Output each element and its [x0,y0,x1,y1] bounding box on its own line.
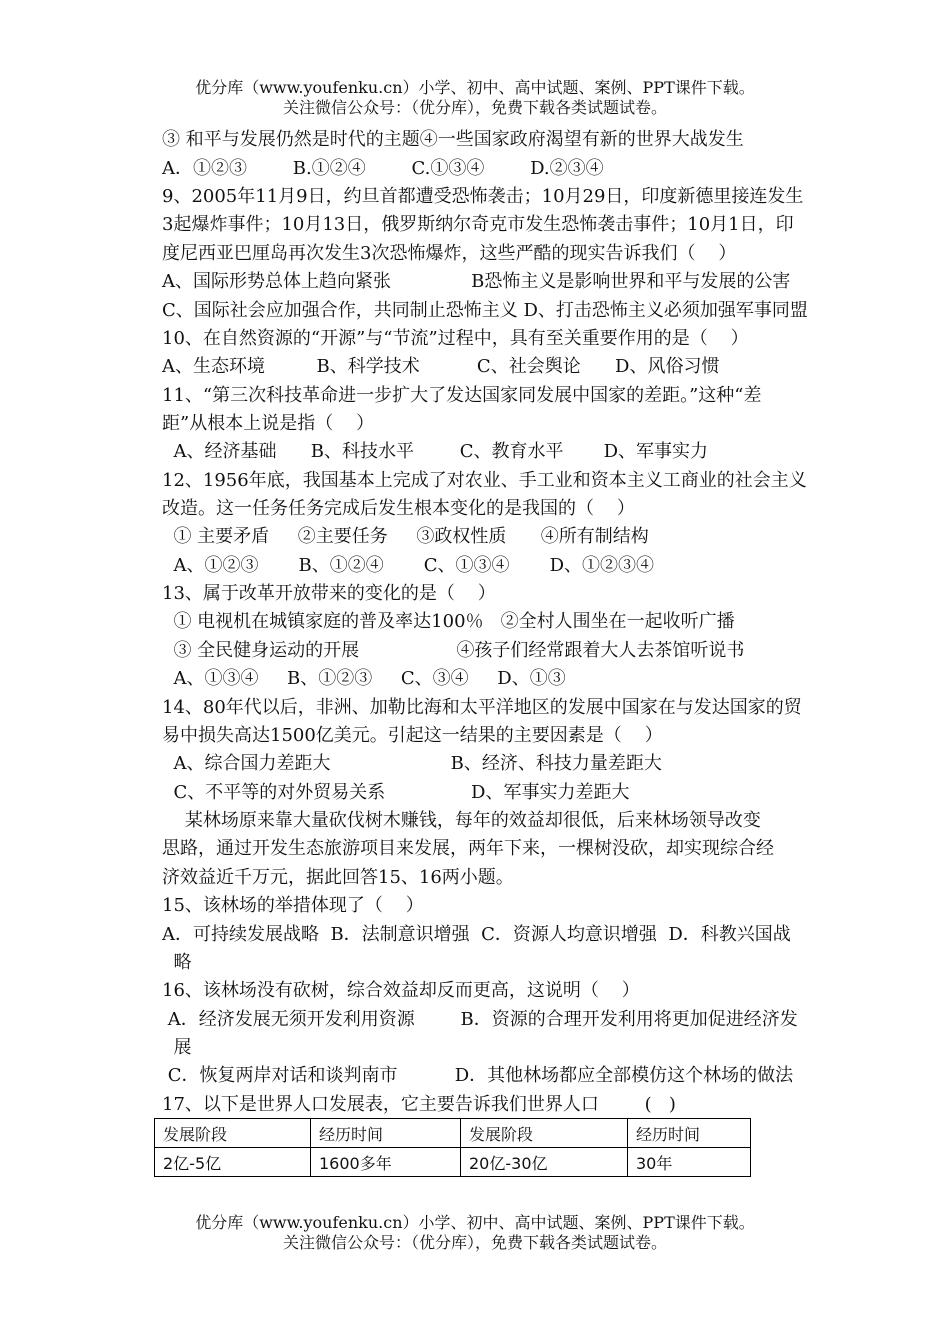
question-line: A、综合国力差距大 B、经济、科技力量差距大 [162,753,662,774]
question-line: 9、2005年11月9日，约旦首都遭受恐怖袭击；10月29日，印度新德里接连发生 [162,186,804,207]
table-cell: 20亿-30亿 [461,1148,628,1177]
question-line: 13、属于改革开放带来的变化的是（ ） [162,583,496,604]
table-cell: 30年 [628,1148,751,1177]
question-line: 10、在自然资源的“开源”与“节流”过程中，具有至关重要作用的是（ ） [162,328,749,349]
question-line: 易中损失高达1500亿美元。引起这一结果的主要因素是（ ） [162,725,663,746]
table-header-cell: 发展阶段 [461,1119,628,1148]
question-line: 改造。这一任务任务完成后发生根本变化的是我国的（ ） [162,498,635,519]
passage-line: 济效益近千万元，据此回答15、16两小题。 [162,867,514,888]
question-line: A、经济基础 B、科技水平 C、教育水平 D、军事实力 [162,441,709,462]
question-line: A、①③④ B、①②③ C、③④ D、①③ [162,668,566,689]
question-line: C、国际社会应加强合作，共同制止恐怖主义 D、打击恐怖主义必须加强军事同盟 [162,300,808,321]
question-line: 展 [162,1037,192,1058]
question-line: C．恢复两岸对话和谈判南市 D．其他林场都应全部模仿这个林场的做法 [162,1065,794,1086]
question-line: A、①②③ B、①②④ C、①③④ D、①②③④ [162,555,655,576]
question-line: ① 主要矛盾 ②主要任务 ③政权性质 ④所有制结构 [162,526,649,547]
population-table [154,1118,751,1177]
question-line: 距”从根本上说是指（ ） [162,413,375,434]
question-line: A．可持续发展战略 B．法制意识增强 C．资源人均意识增强 D．科教兴国战 [162,924,791,945]
question-line: ③ 全民健身运动的开展 ④孩子们经常跟着大人去茶馆听说书 [162,640,745,661]
question-line: 15、该林场的举措体现了（ ） [162,895,424,916]
question-line: 11、“第三次科技革命进一步扩大了发达国家同发展中国家的差距。”这种“差 [162,385,762,406]
question-line: 17、以下是世界人口发展表，它主要告诉我们世界人口 ( ) [162,1094,676,1115]
footer-line-2: 关注微信公众号：（优分库），免费下载各类试题试卷。 [282,1233,667,1252]
question-line: 12、1956年底，我国基本上完成了对农业、手工业和资本主义工商业的社会主义 [162,470,807,491]
question-line: 3起爆炸事件；10月13日，俄罗斯纳尔奇克市发生恐怖袭击事件；10月1日，印 [162,214,794,235]
passage-line: 思路，通过开发生态旅游项目来发展，两年下来，一棵树没砍，却实现综合经 [162,838,774,859]
question-line: A．经济发展无须开发利用资源 B．资源的合理开发利用将更加促进经济发 [162,1009,798,1030]
question-line: ③ 和平与发展仍然是时代的主题④一些国家政府渴望有新的世界大战发生 [162,129,744,150]
question-line: C、不平等的对外贸易关系 D、军事实力差距大 [162,782,630,803]
question-line: A、生态环境 B、科学技术 C、社会舆论 D、风俗习惯 [162,356,720,377]
table-header-cell: 经历时间 [311,1119,461,1148]
table-row [155,1119,751,1148]
header-line-2: 关注微信公众号：（优分库），免费下载各类试题试卷。 [282,98,667,117]
table-cell: 2亿-5亿 [155,1148,311,1177]
header-line-1: 优分库（www.youfenku.cn）小学、初中、高中试题、案例、PPT课件下载。 [195,78,755,97]
passage-line: 某林场原来靠大量砍伐树木赚钱，每年的效益却很低，后来林场领导改变 [162,810,761,831]
table-header-cell: 经历时间 [628,1119,751,1148]
question-line: 略 [162,952,192,973]
table-cell: 1600多年 [311,1148,461,1177]
question-line: ① 电视机在城镇家庭的普及率达100％ ②全村人围坐在一起收听广播 [162,611,735,632]
question-line: A、国际形势总体上趋向紧张 B恐怖主义是影响世界和平与发展的公害 [162,271,791,292]
question-line: A．①②③ B.①②④ C.①③④ D.②③④ [162,158,604,179]
question-line: 16、该林场没有砍树，综合效益却反而更高，这说明（ ） [162,980,640,1001]
footer-line-1: 优分库（www.youfenku.cn）小学、初中、高中试题、案例、PPT课件下载。 [195,1213,755,1232]
table-row [155,1148,751,1177]
question-line: 度尼西亚巴厘岛再次发生3次恐怖爆炸，这些严酷的现实告诉我们（ ） [162,243,737,264]
table-header-cell: 发展阶段 [155,1119,311,1148]
question-line: 14、80年代以后，非洲、加勒比海和太平洋地区的发展中国家在与发达国家的贸 [162,697,802,718]
